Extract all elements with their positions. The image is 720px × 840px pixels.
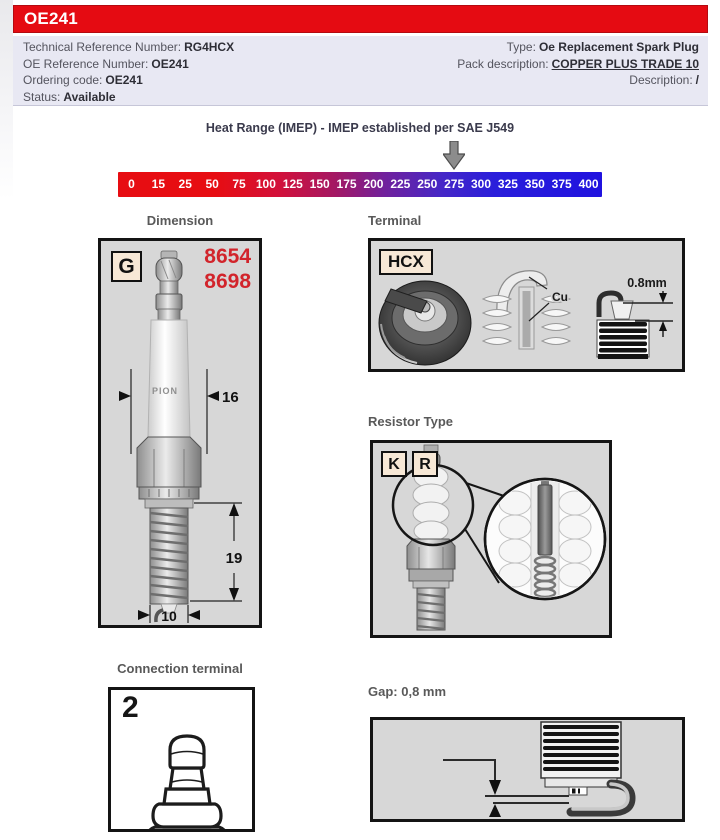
terminal-panel [368, 238, 685, 372]
status-row: Status: Available [23, 89, 116, 104]
heat-range-title: Heat Range (IMEP) - IMEP established per SAE J549 [205, 121, 515, 135]
info-column-right [457, 39, 699, 89]
pack-description-link[interactable]: COPPER PLUS TRADE 10 [551, 56, 699, 71]
terminal-code-chip: HCX [379, 249, 433, 275]
heat-scale-tick: 275 [444, 177, 465, 191]
page-left-edge [0, 0, 13, 200]
page-title: OE241 [13, 5, 708, 33]
dimension-panel [98, 238, 262, 628]
heat-scale-tick: 125 [282, 177, 303, 191]
heat-scale-tick: 250 [417, 177, 438, 191]
resistor-section-title: Resistor Type [368, 414, 454, 429]
heat-scale-tick: 100 [255, 177, 276, 191]
oe-reference-row: OE Reference Number: OE241 [23, 56, 189, 71]
heat-scale-tick: 350 [524, 177, 545, 191]
connection-section-title: Connection terminal [117, 661, 243, 676]
resistor-code-chip-r: R [412, 451, 438, 477]
heat-scale-tick: 150 [309, 177, 330, 191]
heat-scale [118, 172, 602, 197]
heat-scale-tick: 300 [471, 177, 492, 191]
spark-plug-dimension-illustration [101, 241, 259, 625]
pack-description-row: Pack description: COPPER PLUS TRADE 10 [457, 56, 699, 71]
heat-scale-tick: 325 [497, 177, 518, 191]
type-row: Type: Oe Replacement Spark Plug [506, 40, 699, 54]
heat-scale-tick: 0 [128, 177, 135, 191]
heat-scale-tick: 225 [390, 177, 411, 191]
resistor-code-chip-k: K [381, 451, 407, 477]
heat-scale-tick: 75 [232, 177, 246, 191]
heat-scale-tick: 175 [336, 177, 357, 191]
thread-length-label: 19 [225, 550, 243, 567]
description-row: Description: / [629, 73, 699, 87]
info-column-left [23, 39, 234, 105]
thread-diameter-label: 10 [161, 608, 177, 624]
gap-section-title: Gap: 0,8 mm [368, 684, 447, 699]
dimension-code-chip: G [111, 251, 142, 282]
heat-scale-tick: 400 [578, 177, 599, 191]
status-badge: Available [63, 89, 116, 104]
terminal-section-title: Terminal [368, 213, 422, 228]
ordering-code-row: Ordering code: OE241 [23, 73, 143, 87]
down-arrow-icon [443, 141, 465, 170]
hex-size-label: 16 [222, 389, 239, 406]
terminal-gap-dim-label: 0.8mm [627, 276, 667, 290]
heat-scale-tick: 50 [205, 177, 219, 191]
technical-reference-row: Technical Reference Number: RG4HCX [23, 40, 235, 54]
resistor-type-illustration [373, 443, 609, 635]
resistor-panel [370, 440, 612, 638]
heat-scale-tick: 375 [551, 177, 572, 191]
gap-panel [370, 717, 685, 822]
dimension-section-title: Dimension [146, 213, 214, 228]
copper-core-label: Cu [552, 290, 568, 304]
heat-scale-tick: 200 [363, 177, 384, 191]
gap-illustration [373, 720, 682, 819]
part-numbers: 8654 8698 [204, 245, 251, 293]
heat-scale-tick: 15 [151, 177, 166, 191]
ceramic-print-text: PION [152, 386, 179, 396]
info-panel [13, 36, 708, 106]
heat-scale-tick: 25 [178, 177, 192, 191]
connection-panel [108, 687, 255, 832]
connection-code: 2 [122, 691, 139, 724]
